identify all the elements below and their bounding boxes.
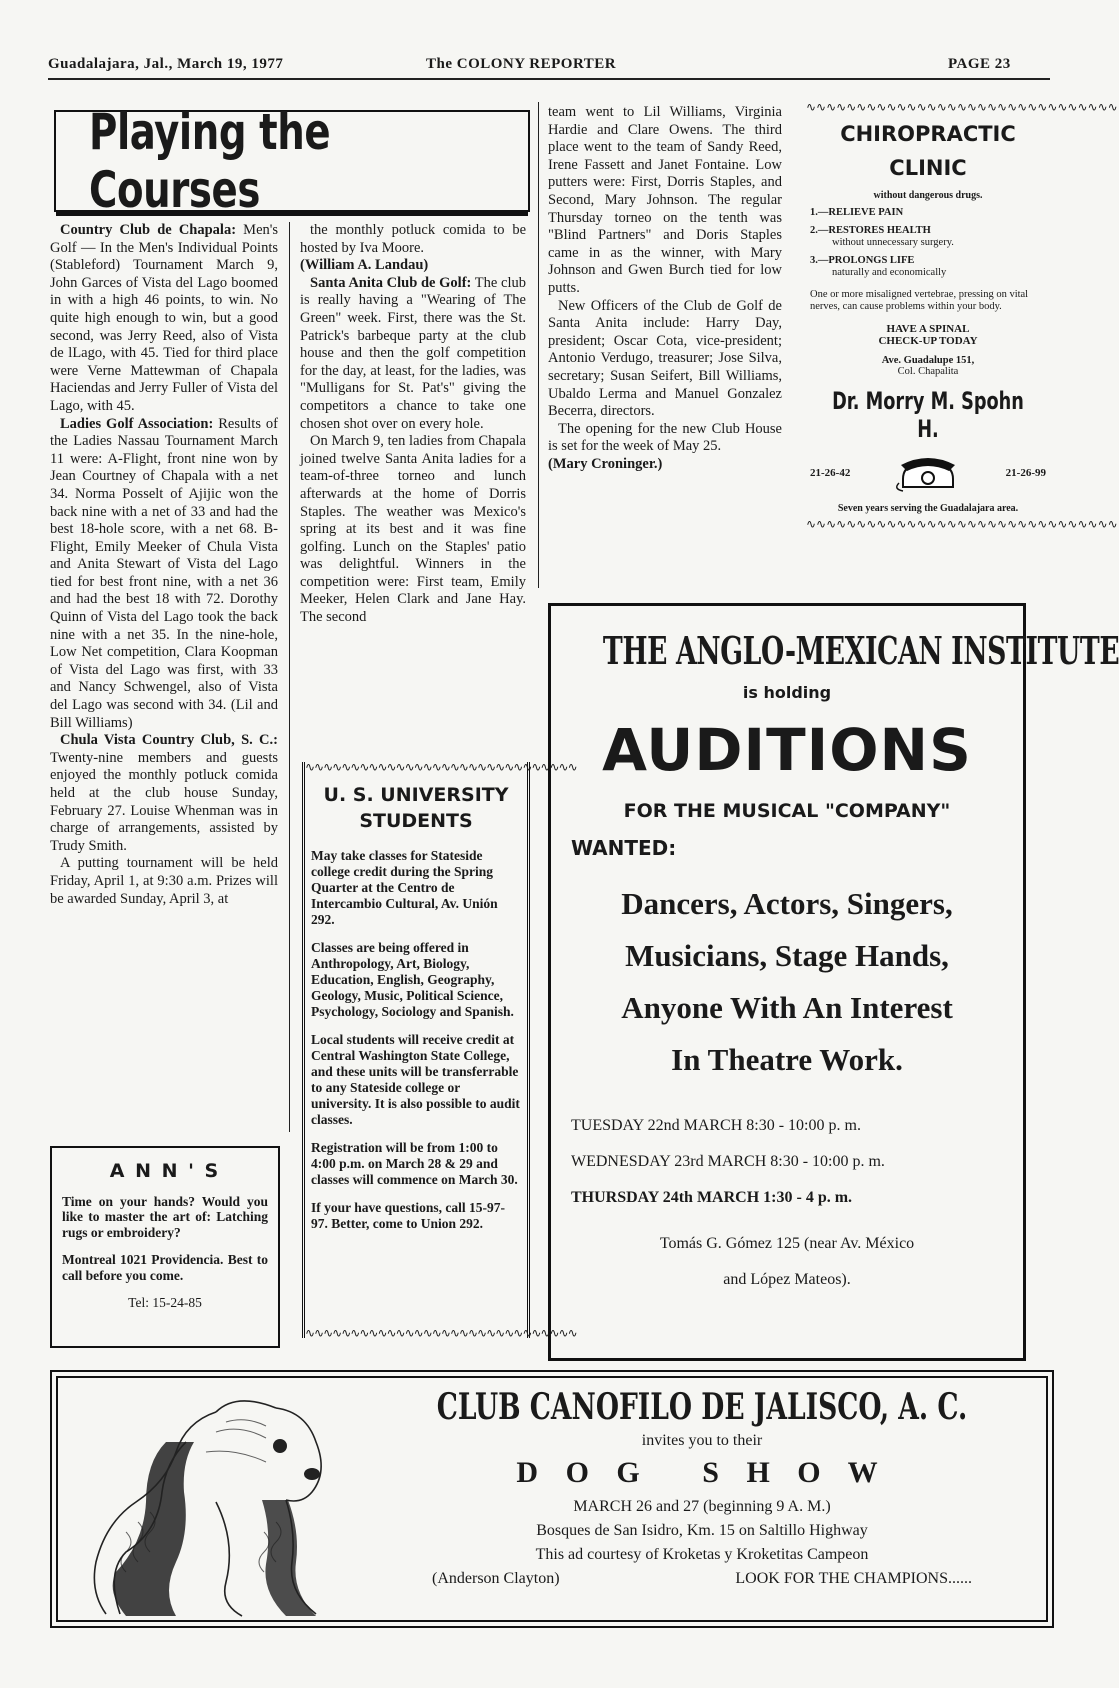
article-title: Playing the Courses <box>89 103 331 219</box>
chiro-item: 3.—PROLONGS LIFE <box>810 255 915 266</box>
anns-title: A N N ' S <box>109 1160 221 1182</box>
us-ad-paragraph: Local students will receive credit at Central Washington State College, and these units will be transferrable to any Stateside college or university. It is also possible to audit classes. <box>311 1032 520 1127</box>
chiro-subtitle: CLINIC <box>889 156 967 180</box>
chiro-phone: 21-26-99 <box>1005 467 1046 479</box>
cocker-spaniel-illustration <box>66 1382 356 1618</box>
institute-address: Tomás G. Gómez 125 (near Av. México <box>659 1235 915 1252</box>
dog-show-dates: MARCH 26 and 27 (beginning 9 A. M.) <box>573 1498 831 1515</box>
dog-show-location: Bosques de San Isidro, Km. 15 on Saltillo Highway <box>536 1522 868 1539</box>
section-heading: Ladies Golf Association: <box>60 415 214 432</box>
anns-address: Montreal 1021 Providencia. Best to call before you come. <box>62 1252 268 1283</box>
telephone-icon <box>897 453 959 493</box>
anns-phone: Tel: 15-24-85 <box>128 1295 202 1310</box>
article-title-box <box>54 103 530 219</box>
chiro-cta: HAVE A SPINAL <box>886 323 970 335</box>
chiro-footer: Seven years serving the Guadalajara area. <box>837 503 1019 514</box>
institute-address: and López Mateos). <box>723 1271 851 1288</box>
institute-holding: is holding <box>742 683 832 702</box>
anns-text: Time on your hands? Would you like to master the art of: Latching rugs or embroidery? <box>62 1193 268 1240</box>
auditions-heading: AUDITIONS <box>602 716 972 784</box>
audition-date: THURSDAY 24th MARCH 1:30 - 4 p. m. <box>571 1189 853 1206</box>
paragraph-text: Results of the Ladies Nassau Tournament March 11 were: A-Flight, front nine won by Jean Courtney of Chapala with a net 34. Norma Posselt of Ajijic won the back nine with a net of 33 and had the best 18-hole score, with a net 68. B-Flight, Emily Meeker of Chula Vista and Anita Stewart of Vista del Lago tied for best front nine, with a net 36 and had the best 18 with 72. Dorothy Quinn of Vista del Lago took the back nine with a net 35. In the nine-hole, Low Net competition, Clara Koopman of Vista del Lago was first, with 33 and Nancy Schwengel, also of Vista del Lago was second with 34. (Lil and Bill Williams) <box>50 415 278 731</box>
us-ad-paragraph: Classes are being offered in Anthropology, Art, Biology, Education, English, Geography, Geology, Music, Political Science, Psychology, Sociology and Spanish. <box>311 940 514 1019</box>
us-ad-paragraph: If your have questions, call 15-97-97. Better, come to Union 292. <box>311 1200 506 1231</box>
club-name: CLUB CANOFILO DE JALISCO, A. C. <box>436 1386 968 1428</box>
page-header-page-number: PAGE 23 <box>948 56 1011 72</box>
chiro-phone: 21-26-42 <box>810 467 851 479</box>
section-heading: Chula Vista Country Club, S. C.: <box>60 732 278 749</box>
audition-date: WEDNESDAY 23rd MARCH 8:30 - 10:00 p. m. <box>571 1153 885 1170</box>
dog-show-sponsor: (Anderson Clayton) <box>432 1570 560 1587</box>
wanted-roles: Anyone With An Interest <box>621 990 953 1025</box>
byline: (Mary Croninger.) <box>548 455 663 472</box>
paragraph-text: New Officers of the Club de Golf de Santa Anita include: Harry Day, president; Oscar Cota, vice-president; Antonio Verdugo, treasurer; Jose Silva, secretary; Susan Seifert, Bill Williams, Ubaldo Lerma and Manuel Gonzalez Becerra, directors. <box>548 297 782 420</box>
paragraph-text: Twenty-nine members and guests enjoyed the monthly potluck comida held at the club house Sunday, February 27. Louise Whenman was in charge of arrangements, assisted by Trudy Smith. <box>50 749 278 854</box>
section-heading: Santa Anita Club de Golf: <box>310 274 472 291</box>
us-ad-paragraph: May take classes for Stateside college credit during the Spring Quarter at the Centro de Intercambio Cultural, Av. Unión 292. <box>311 848 498 927</box>
wavy-border-top: ∿∿∿∿∿∿∿∿∿∿∿∿∿∿∿∿∿∿∿∿∿∿∿∿∿∿∿∿∿∿ <box>305 760 577 774</box>
wanted-roles: Dancers, Actors, Singers, <box>621 886 953 921</box>
chiro-address: Col. Chapalita <box>897 366 959 377</box>
chiro-address: Ave. Guadalupe 151, <box>881 355 975 366</box>
paragraph-text: Men's Golf — In the Men's Individual Points (Stableford) Tournament March 9, John Garces of Vista del Lago boomed in with a high 46 points, to win. No quite high enough to win, but a good second, was Jerry Reed, also of Vista de lLago, with 45. Tied for third place were Verne Mattewman of Chapala Haciendas and Jerry Fuller of Vista del Lago, with 45. <box>50 222 279 414</box>
column-divider <box>289 222 290 1132</box>
us-ad-title: U. S. UNIVERSITY STUDENTS <box>323 784 509 832</box>
dog-show-ad <box>50 1370 1054 1628</box>
page-header-date: Guadalajara, Jal., March 19, 1977 <box>48 56 284 72</box>
chiro-item: 2.—RESTORES HEALTH <box>810 225 931 236</box>
wavy-border-bottom: ∿∿∿∿∿∿∿∿∿∿∿∿∿∿∿∿∿∿∿∿∿∿∿∿∿∿∿∿∿∿∿ <box>806 517 1118 531</box>
anglo-mexican-institute-ad <box>548 603 1119 1361</box>
article-column-2 <box>300 222 526 627</box>
wanted-roles: Musicians, Stage Hands, <box>625 938 949 973</box>
musical-title: FOR THE MUSICAL "COMPANY" <box>623 800 951 822</box>
chiro-item-note: without unnecessary surgery. <box>832 237 954 248</box>
paragraph-text: On March 9, ten ladies from Chapala joined twelve Santa Anita ladies for a team-of-three torneo and lunch afterwards at the home of Dorris Staples. The weather was Mexico's spring at its best and it was fine golfing. Lunch on the Staples' patio was delightful. Winners in the competition were: First team, Emily Meeker, Helen Clark and Jane Hay. The second <box>300 433 526 626</box>
paragraph-text: A putting tournament will be held Friday, April 1, at 9:30 a.m. Prizes will be awarded Sunday, April 3, at <box>50 855 278 907</box>
chiropractic-ad <box>806 100 1118 584</box>
us-university-ad <box>302 760 577 1340</box>
wavy-border-bottom: ∿∿∿∿∿∿∿∿∿∿∿∿∿∿∿∿∿∿∿∿∿∿∿∿∿∿∿∿∿∿ <box>305 1326 577 1340</box>
byline: (William A. Landau) <box>300 257 429 274</box>
paragraph-text: team went to Lil Williams, Virginia Hardie and Clare Owens. The third place went to the team of Sandy Reed, Irene Fassett and Janet Fontaine. Low putters were: First, Dorris Staples, and Second, Mary Johnson. The regular Thursday torneo on the tenth was "Blind Partners" and Doris Staples came in as the winner, with Mary Johnson and Gwen Burch tied for low putts. <box>548 104 782 296</box>
dog-show-tagline: LOOK FOR THE CHAMPIONS...... <box>735 1570 972 1587</box>
anns-ad <box>50 1146 280 1348</box>
dog-show-courtesy: This ad courtesy of Kroketas y Kroketitas Campeon <box>535 1546 869 1563</box>
us-ad-paragraph: Registration will be from 1:00 to 4:00 p.m. on March 28 & 29 and classes will commence on March 30. <box>311 1140 518 1187</box>
chiro-tagline: without dangerous drugs. <box>873 190 983 201</box>
page-header-masthead: The COLONY REPORTER <box>426 56 617 72</box>
chiro-item: 1.—RELIEVE PAIN <box>810 207 904 218</box>
chiro-cta: CHECK-UP TODAY <box>878 335 978 347</box>
wanted-label: WANTED: <box>571 836 677 860</box>
chiro-title: CHIROPRACTIC <box>840 122 1016 146</box>
article-column-1 <box>50 222 278 908</box>
header-rule <box>48 78 1050 80</box>
wanted-roles: In Theatre Work. <box>671 1042 903 1077</box>
chiro-doctor-name: Dr. Morry M. Spohn H. <box>832 387 1024 443</box>
institute-name: THE ANGLO-MEXICAN INSTITUTE <box>602 628 1119 673</box>
dog-show-title: D O G S H O W <box>516 1456 888 1489</box>
club-invites: invites you to their <box>641 1432 763 1449</box>
audition-date: TUESDAY 22nd MARCH 8:30 - 10:00 p. m. <box>571 1117 861 1134</box>
chiro-body: One or more misaligned vertebrae, pressing on vital nerves, can cause problems within your body. <box>810 289 1029 312</box>
section-heading: Country Club de Chapala: <box>60 222 237 238</box>
chiro-item-note: naturally and economically <box>832 267 947 278</box>
wavy-border-top: ∿∿∿∿∿∿∿∿∿∿∿∿∿∿∿∿∿∿∿∿∿∿∿∿∿∿∿∿∿∿∿ <box>806 100 1118 114</box>
column-divider <box>538 102 539 588</box>
paragraph-text: The opening for the new Club House is set for the week of May 25. <box>548 420 782 455</box>
paragraph-text: the monthly potluck comida to be hosted by Iva Moore. <box>300 222 526 256</box>
paragraph-text: The club is really having a "Wearing of The Green" week. First, there was the St. Patrick's barbeque party at the club house and then the golf competition for the day, at least, for the ladies, was "Mulligans for St. Pat's" giving the competitors a chance to take one chosen shot over on every hole. <box>300 274 526 432</box>
article-column-3 <box>548 104 782 473</box>
